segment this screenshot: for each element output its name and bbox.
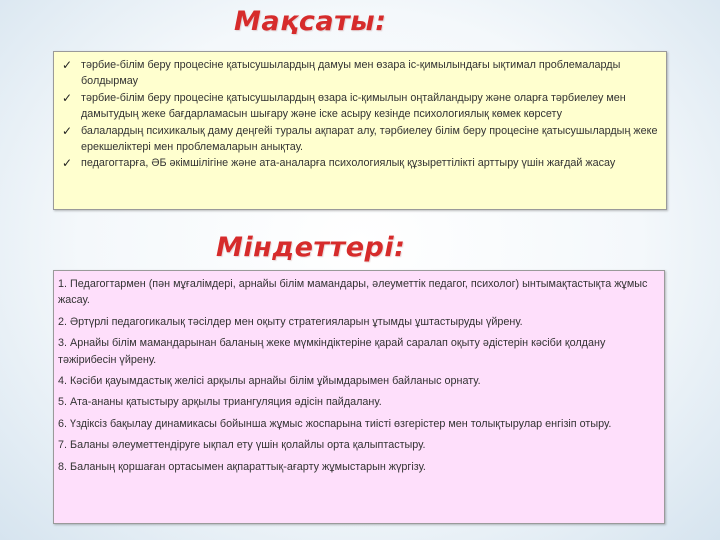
goal-item bbox=[62, 123, 658, 156]
task-item: 6. Үздіксіз бақылау динамикасы бойынша жұмыс жоспарына тиісті өзгерістер мен толықтырулар енгізіп отыру. bbox=[58, 417, 612, 430]
goals-box bbox=[53, 51, 667, 210]
tasks-heading: Міндеттері: bbox=[216, 232, 406, 263]
goal-text: балалардың психикалық даму деңгейі туралы ақпарат алу, тәрбиелеу білім беру процесіне қатысушылардың жеке ерекшеліктері мен проблемаларын анықтау. bbox=[81, 124, 658, 154]
goal-item bbox=[62, 90, 658, 123]
goal-item bbox=[62, 155, 658, 171]
check-icon: ✓ bbox=[62, 156, 73, 171]
check-icon: ✓ bbox=[62, 90, 73, 105]
task-item: 1. Педагогтармен (пән мұғалімдері, арнайы білім мамандары, әлеуметтік педагог, психолог) ынтымақтастықта жұмыс жасау. bbox=[58, 278, 648, 307]
goal-item bbox=[62, 57, 658, 90]
check-icon: ✓ bbox=[62, 123, 73, 138]
task-item: 8. Баланың қоршаған ортасымен ақпараттық-ағарту жұмыстарын жүргізу. bbox=[58, 460, 426, 473]
task-item: 4. Кәсіби қауымдастық желісі арқылы арнайы білім ұйымдарымен байланыс орнату. bbox=[58, 375, 481, 388]
task-item: 3. Арнайы білім мамандарынан баланың жеке мүмкіндіктеріне қарай саралап оқыту әдістерін кәсіби қолдану тәжірибесін үйрену. bbox=[58, 337, 606, 366]
task-item: 5. Ата-ананы қатыстыру арқылы триангуляция әдісін пайдалану. bbox=[58, 396, 382, 409]
goals-heading: Мақсаты: bbox=[234, 6, 387, 37]
goal-text: педагогтарға, ӘБ әкімшілігіне және ата-аналарға психологиялық құзыреттілікті арттыру үшін жағдай жасау bbox=[81, 157, 616, 170]
goal-text: тәрбие-білім беру процесіне қатысушылардың өзара іс-қимылын оңтайландыру және оларға тәрбиелеу мен дамытудың жеке бағдарламасын шығару және іске асыру кезінде психологиялық көмек көрсету bbox=[81, 91, 626, 121]
tasks-box bbox=[53, 270, 665, 524]
goal-text: тәрбие-білім беру процесіне қатысушылардың дамуы мен өзара іс-қимылындағы ықтимал проблемаларды болдырмау bbox=[81, 59, 621, 88]
goals-list bbox=[62, 57, 658, 172]
task-item: 2. Әртүрлі педагогикалық тәсілдер мен оқыту стратегияларын ұтымды ұштастыруды үйрену. bbox=[58, 315, 523, 328]
tasks-list bbox=[58, 276, 660, 475]
task-item: 7. Баланы әлеуметтендіруге ықпал ету үшін қолайлы орта қалыптастыру. bbox=[58, 439, 426, 452]
check-icon: ✓ bbox=[62, 58, 73, 72]
